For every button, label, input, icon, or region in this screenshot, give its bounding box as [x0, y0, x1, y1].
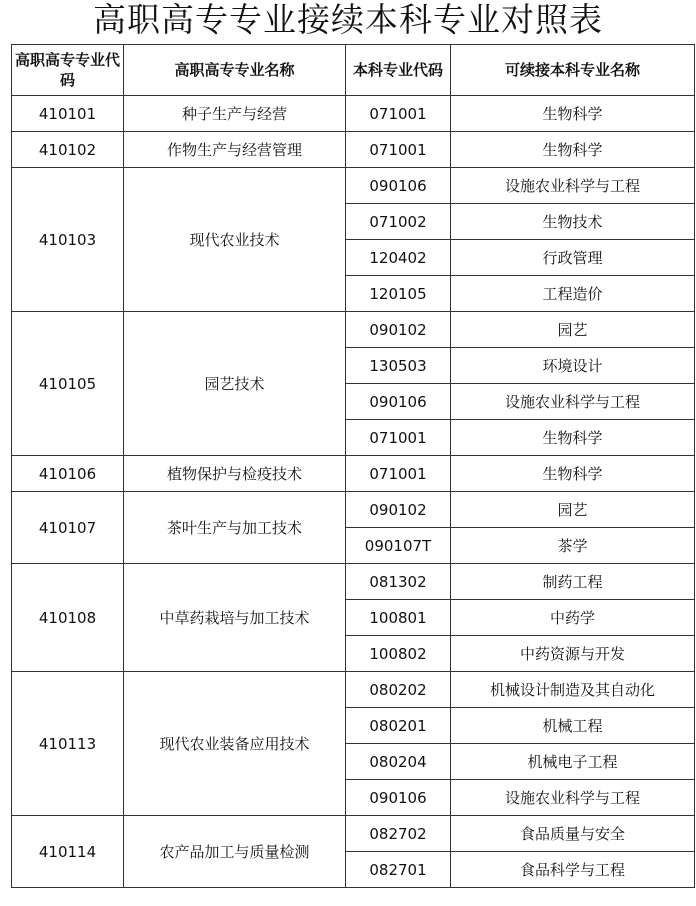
bachelor-code-cell: 090106 — [346, 384, 451, 420]
vocational-name-cell: 农产品加工与质量检测 — [124, 816, 346, 888]
vocational-name-cell: 中草药栽培与加工技术 — [124, 564, 346, 672]
bachelor-name-cell: 工程造价 — [451, 276, 695, 312]
header-bachelor-code: 本科专业代码 — [346, 45, 451, 96]
bachelor-name-cell: 生物科学 — [451, 420, 695, 456]
bachelor-code-cell: 120402 — [346, 240, 451, 276]
vocational-name-cell: 种子生产与经营 — [124, 96, 346, 132]
bachelor-code-cell: 090102 — [346, 492, 451, 528]
bachelor-name-cell: 生物科学 — [451, 132, 695, 168]
bachelor-code-cell: 080204 — [346, 744, 451, 780]
table-body — [12, 96, 695, 888]
bachelor-name-cell: 设施农业科学与工程 — [451, 384, 695, 420]
bachelor-code-cell: 090106 — [346, 780, 451, 816]
table-row — [12, 168, 695, 204]
bachelor-code-cell: 071001 — [346, 96, 451, 132]
bachelor-code-cell: 071002 — [346, 204, 451, 240]
bachelor-name-cell: 茶学 — [451, 528, 695, 564]
bachelor-code-cell: 071001 — [346, 132, 451, 168]
table-row — [12, 132, 695, 168]
vocational-code-cell: 410113 — [12, 672, 124, 816]
bachelor-code-cell: 080201 — [346, 708, 451, 744]
bachelor-name-cell: 机械工程 — [451, 708, 695, 744]
bachelor-code-cell: 130503 — [346, 348, 451, 384]
bachelor-code-cell: 090107T — [346, 528, 451, 564]
vocational-code-cell: 410103 — [12, 168, 124, 312]
bachelor-name-cell: 行政管理 — [451, 240, 695, 276]
bachelor-name-cell: 中药学 — [451, 600, 695, 636]
vocational-code-cell: 410106 — [12, 456, 124, 492]
bachelor-code-cell: 100802 — [346, 636, 451, 672]
vocational-code-cell: 410114 — [12, 816, 124, 888]
bachelor-code-cell: 081302 — [346, 564, 451, 600]
page-title: 高职高专专业接续本科专业对照表 — [93, 0, 603, 39]
bachelor-name-cell: 园艺 — [451, 492, 695, 528]
bachelor-name-cell: 生物科学 — [451, 456, 695, 492]
vocational-name-cell: 现代农业技术 — [124, 168, 346, 312]
vocational-name-cell: 现代农业装备应用技术 — [124, 672, 346, 816]
bachelor-code-cell: 100801 — [346, 600, 451, 636]
table-header-row — [12, 45, 695, 96]
header-bachelor-name: 可续接本科专业名称 — [451, 45, 695, 96]
vocational-name-cell: 作物生产与经营管理 — [124, 132, 346, 168]
bachelor-code-cell: 082702 — [346, 816, 451, 852]
vocational-code-cell: 410108 — [12, 564, 124, 672]
header-vocational-name: 高职高专专业名称 — [124, 45, 346, 96]
vocational-name-cell: 园艺技术 — [124, 312, 346, 456]
major-mapping-table — [11, 44, 695, 888]
table-row — [12, 96, 695, 132]
bachelor-code-cell: 080202 — [346, 672, 451, 708]
table-row — [12, 564, 695, 600]
bachelor-code-cell: 090106 — [346, 168, 451, 204]
table-row — [12, 492, 695, 528]
vocational-code-cell: 410107 — [12, 492, 124, 564]
bachelor-name-cell: 食品科学与工程 — [451, 852, 695, 888]
bachelor-name-cell: 生物科学 — [451, 96, 695, 132]
bachelor-name-cell: 设施农业科学与工程 — [451, 168, 695, 204]
bachelor-name-cell: 园艺 — [451, 312, 695, 348]
bachelor-name-cell: 制药工程 — [451, 564, 695, 600]
vocational-name-cell: 植物保护与检疫技术 — [124, 456, 346, 492]
bachelor-code-cell: 120105 — [346, 276, 451, 312]
bachelor-name-cell: 生物技术 — [451, 204, 695, 240]
bachelor-name-cell: 机械设计制造及其自动化 — [451, 672, 695, 708]
bachelor-code-cell: 090102 — [346, 312, 451, 348]
bachelor-name-cell: 食品质量与安全 — [451, 816, 695, 852]
table-row — [12, 456, 695, 492]
table-row — [12, 816, 695, 852]
vocational-name-cell: 茶叶生产与加工技术 — [124, 492, 346, 564]
bachelor-name-cell: 中药资源与开发 — [451, 636, 695, 672]
table-row — [12, 672, 695, 708]
header-vocational-code: 高职高专专业代码 — [12, 45, 124, 96]
table-row — [12, 312, 695, 348]
vocational-code-cell: 410105 — [12, 312, 124, 456]
bachelor-name-cell: 设施农业科学与工程 — [451, 780, 695, 816]
vocational-code-cell: 410102 — [12, 132, 124, 168]
bachelor-name-cell: 环境设计 — [451, 348, 695, 384]
bachelor-code-cell: 071001 — [346, 456, 451, 492]
bachelor-code-cell: 071001 — [346, 420, 451, 456]
vocational-code-cell: 410101 — [12, 96, 124, 132]
bachelor-name-cell: 机械电子工程 — [451, 744, 695, 780]
bachelor-code-cell: 082701 — [346, 852, 451, 888]
